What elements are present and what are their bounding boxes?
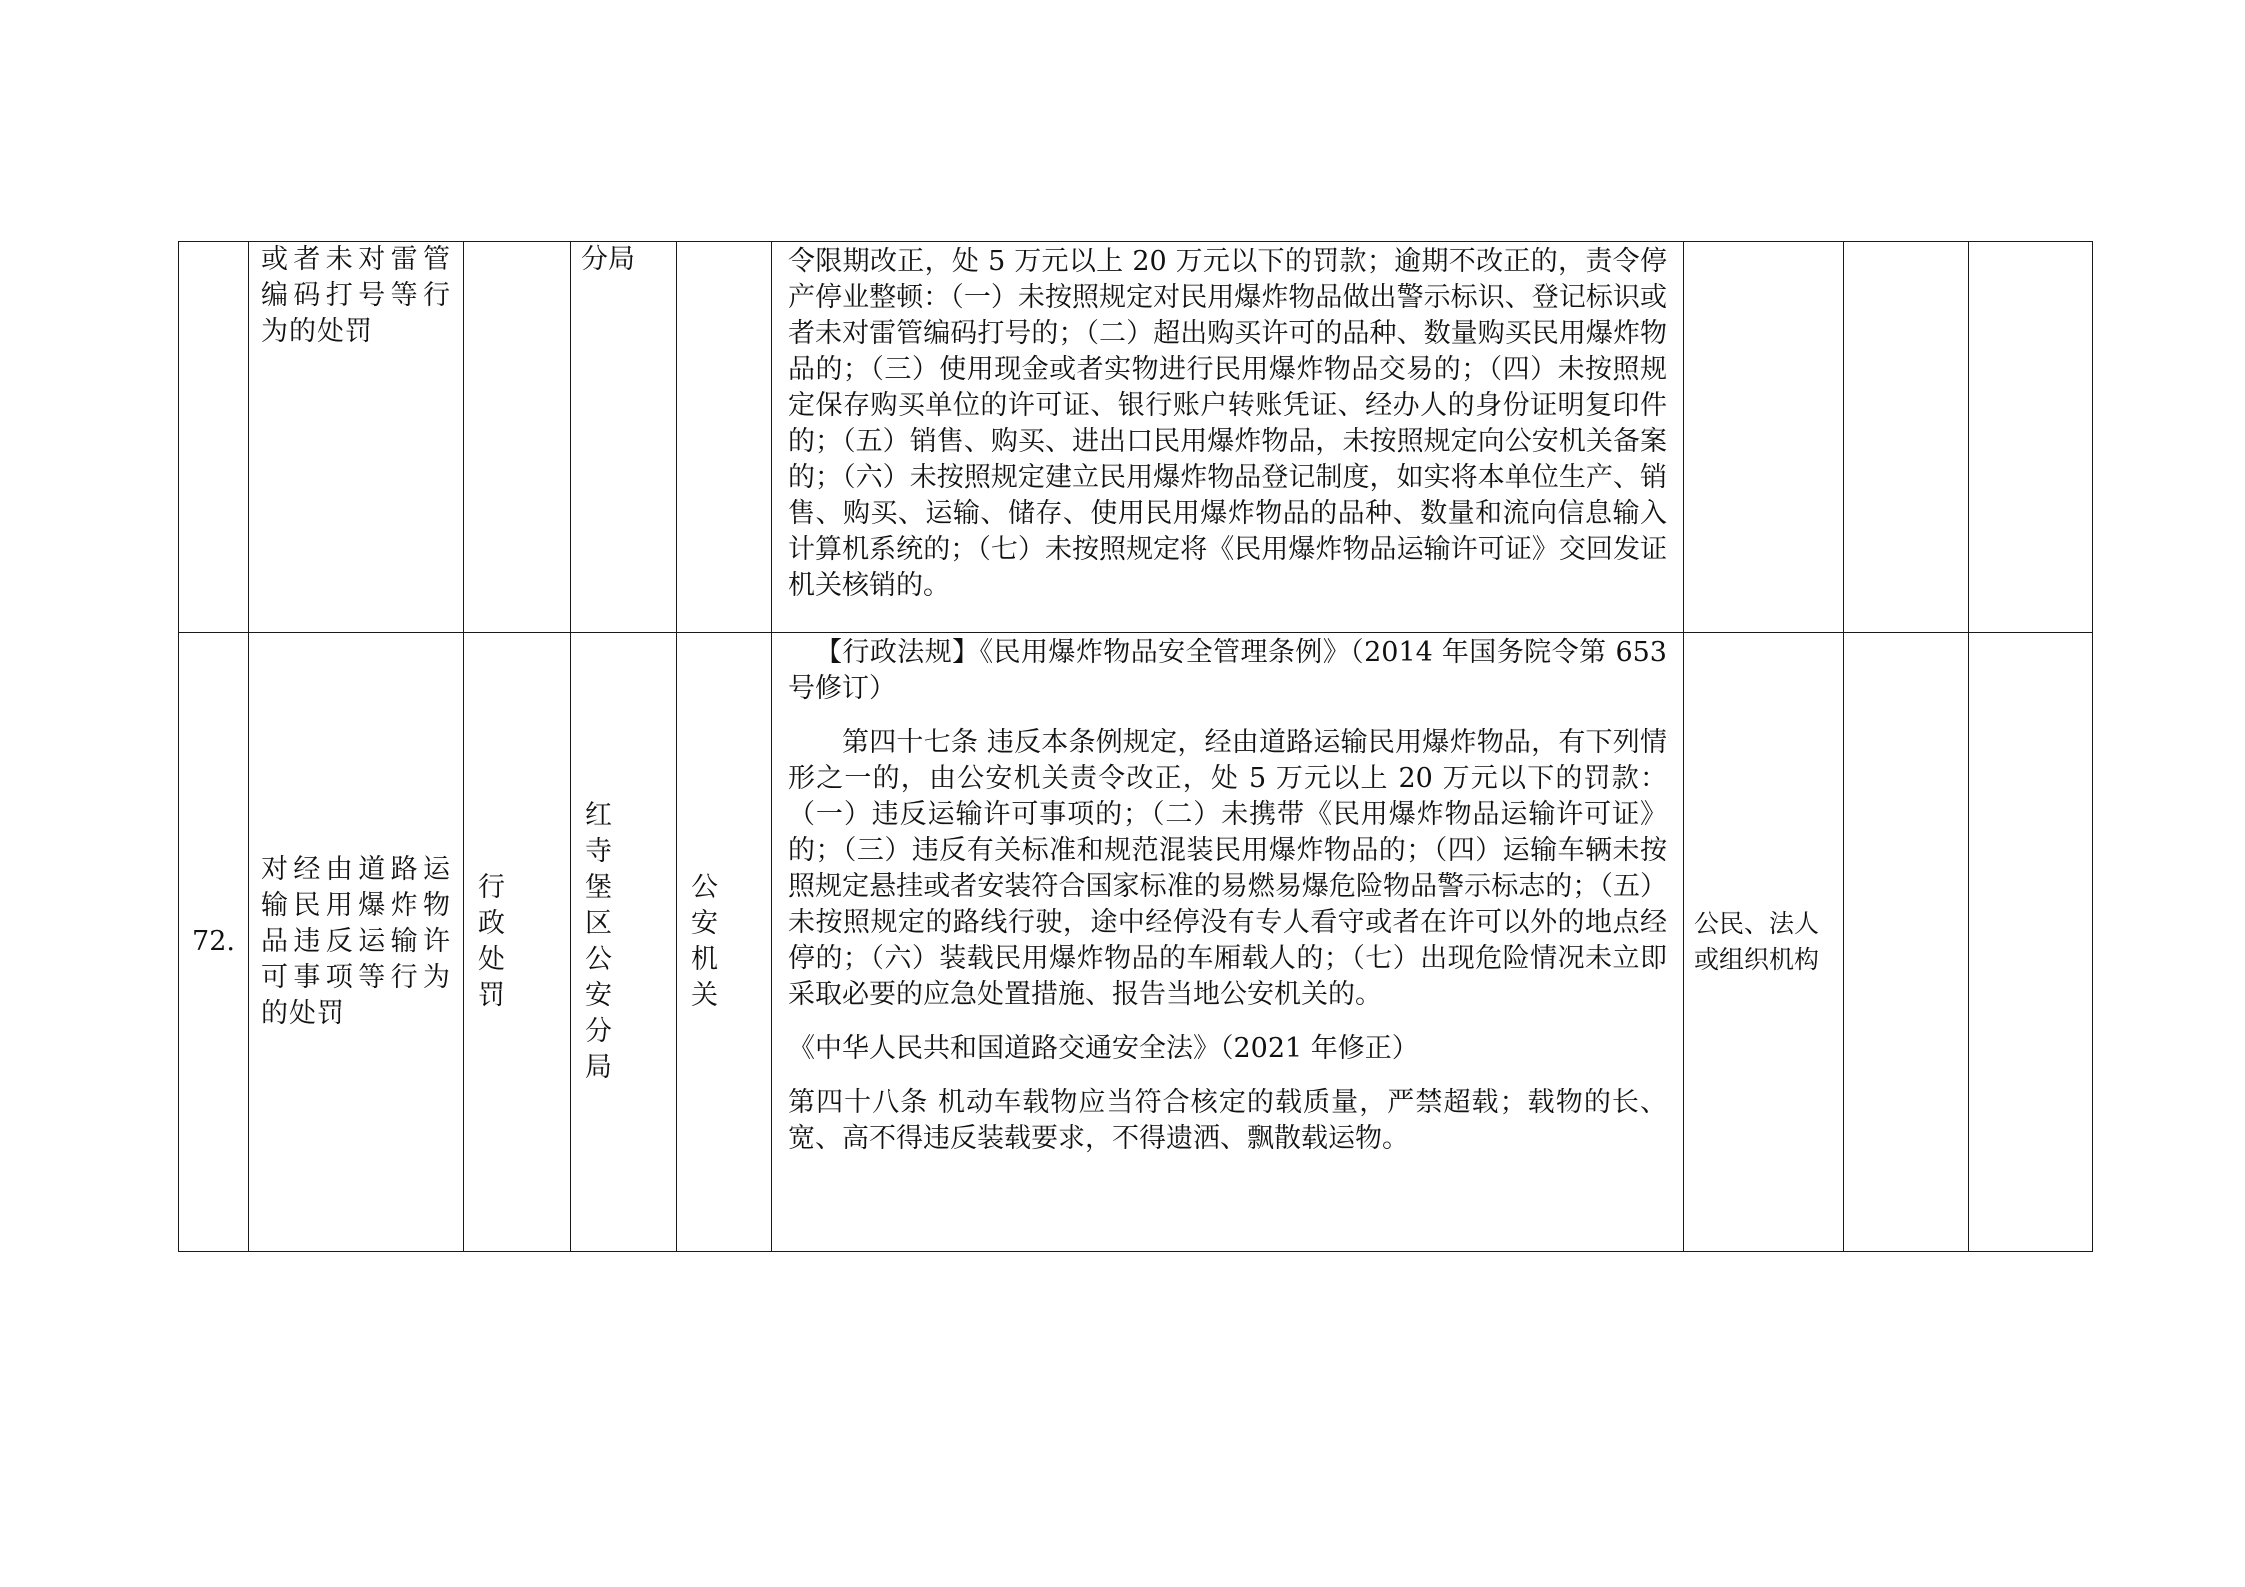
law-article: 第四十七条 违反本条例规定，经由道路运输民用爆炸物品，有下列情形之一的，由公安机关责令改正，处 5 万元以上 20 万元以下的罚款：（一）违反运输许可事项的；（二）未携带《民用爆炸物品运输许可证》的；（三）违反有关标准和规范混装民用爆炸物品的；（四）运输车辆未按照规定悬挂或者安装符合国家标准的易燃易爆危险物品警示标志的；（五）未按照规定的路线行驶，途中经停没有专人看守或者在许可以外的地点经停的；（六）装载民用爆炸物品的车厢载人的；（七）出现危险情况未立即采取必要的应急处置措施、报告当地公安机关的。 (788, 727, 1667, 1010)
legal-basis (772, 242, 1684, 633)
item-kind: 行政处罚 (464, 633, 571, 1252)
row-number: 72. (179, 633, 249, 1252)
cell-col9 (1969, 242, 2093, 633)
cell-col8 (1844, 242, 1969, 633)
power-list-table (178, 241, 2093, 1252)
row-number (179, 242, 249, 633)
department: 红寺堡区公安分局 (571, 633, 677, 1252)
department: 分局 (571, 242, 677, 633)
cell-col9 (1969, 633, 2093, 1252)
implementing-org: 公安机关 (677, 633, 772, 1252)
subject: 公民、法人或组织机构 (1684, 633, 1844, 1252)
cell-col8 (1844, 633, 1969, 1252)
table-row (179, 633, 2093, 1252)
legal-basis-paragraph: 令限期改正，处 5 万元以上 20 万元以下的罚款；逾期不改正的，责令停产停业整顿：（一）未按照规定对民用爆炸物品做出警示标识、登记标识或者未对雷管编码打号的；（二）超出购买许可的品种、数量购买民用爆炸物品的；（三）使用现金或者实物进行民用爆炸物品交易的；（四）未按照规定保存购买单位的许可证、银行账户转账凭证、经办人的身份证明复印件的；（五）销售、购买、进出口民用爆炸物品，未按照规定向公安机关备案的；（六）未按照规定建立民用爆炸物品登记制度，如实将本单位生产、销售、购买、运输、储存、使用民用爆炸物品的品种、数量和流向信息输入计算机系统的；（七）未按照规定将《民用爆炸物品运输许可证》交回发证机关核销的。 (788, 246, 1667, 601)
item-kind (464, 242, 571, 633)
item-name: 对经由道路运输民用爆炸物品违反运输许可事项等行为的处罚 (249, 633, 464, 1252)
subject (1684, 242, 1844, 633)
legal-basis (772, 633, 1684, 1252)
law-article: 第四十八条 机动车载物应当符合核定的载质量，严禁超载；载物的长、宽、高不得违反装载要求，不得遗洒、飘散载运物。 (788, 1087, 1667, 1154)
law-source-heading: 【行政法规】《民用爆炸物品安全管理条例》（2014 年国务院令第 653 号修订） (788, 637, 1667, 704)
table-row (179, 242, 2093, 633)
item-name: 或者未对雷管编码打号等行为的处罚 (249, 242, 464, 633)
law-source-heading: 《中华人民共和国道路交通安全法》（2021 年修正） (788, 1033, 1419, 1064)
implementing-org (677, 242, 772, 633)
